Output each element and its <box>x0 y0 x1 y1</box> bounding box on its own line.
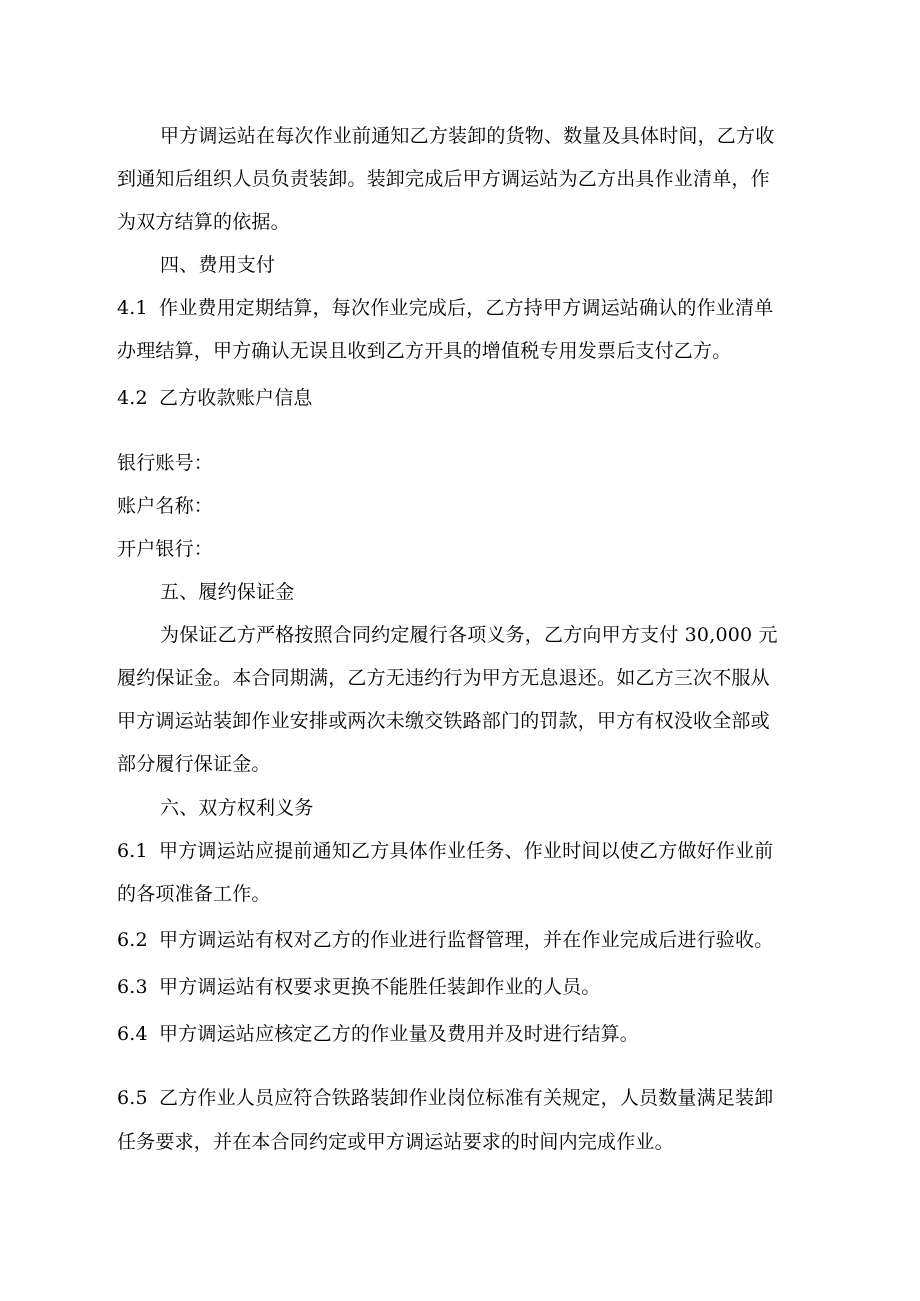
clause-6-4 <box>117 1022 639 1046</box>
section-heading-5: 五、履约保证金 <box>160 581 295 603</box>
paragraph-line: 部分履行保证金。 <box>117 753 271 775</box>
clause-text: 乙方收款账户信息 <box>159 387 313 409</box>
paragraph-line: 的各项准备工作。 <box>117 883 271 905</box>
paragraph-line: 办理结算，甲方确认无误且收到乙方开具的增值税专用发票后支付乙方。 <box>117 340 732 362</box>
clause-6-1 <box>117 839 773 863</box>
clause-number: 4.1 <box>117 297 148 319</box>
account-name-label: 账户名称： <box>117 495 214 517</box>
clause-4-1 <box>117 296 773 320</box>
section-heading-4: 四、费用支付 <box>160 254 276 276</box>
clause-text: 甲方调运站有权要求更换不能胜任装卸作业的人员。 <box>159 976 601 998</box>
clause-number: 4.2 <box>117 387 148 409</box>
clause-6-3 <box>117 975 601 999</box>
paragraph-line: 任务要求，并在本合同约定或甲方调运站要求的时间内完成作业。 <box>117 1131 674 1153</box>
clause-6-5 <box>117 1086 773 1110</box>
section-heading-6: 六、双方权利义务 <box>160 797 314 819</box>
clause-number: 6.2 <box>117 929 148 951</box>
clause-text: 甲方调运站应核定乙方的作业量及费用并及时进行结算。 <box>159 1023 640 1045</box>
paragraph-line: 履约保证金。本合同期满，乙方无违约行为甲方无息退还。如乙方三次不服从 <box>117 667 770 689</box>
clause-number: 6.1 <box>117 840 148 862</box>
bank-account-label: 银行账号： <box>117 452 214 474</box>
clause-6-2 <box>117 928 773 952</box>
clause-number: 6.3 <box>117 976 148 998</box>
clause-text: 甲方调运站有权对乙方的作业进行监督管理，并在作业完成后进行验收。 <box>159 929 774 951</box>
paragraph-line: 为保证乙方严格按照合同约定履行各项义务，乙方向甲方支付 30,000 元 <box>160 624 778 646</box>
opening-bank-label: 开户银行： <box>117 538 214 560</box>
paragraph-line: 为双方结算的依据。 <box>117 211 290 233</box>
paragraph-line: 甲方调运站装卸作业安排或两次未缴交铁路部门的罚款，甲方有权没收全部或 <box>117 710 770 732</box>
clause-text: 甲方调运站应提前通知乙方具体作业任务、作业时间以使乙方做好作业前 <box>159 840 774 862</box>
clause-text: 作业费用定期结算，每次作业完成后，乙方持甲方调运站确认的作业清单 <box>159 297 774 319</box>
paragraph-line: 到通知后组织人员负责装卸。装卸完成后甲方调运站为乙方出具作业清单，作 <box>117 168 770 190</box>
clause-number: 6.4 <box>117 1023 148 1045</box>
paragraph-line: 甲方调运站在每次作业前通知乙方装卸的货物、数量及具体时间，乙方收 <box>160 125 775 147</box>
clause-4-2 <box>117 386 313 410</box>
clause-number: 6.5 <box>117 1087 148 1109</box>
clause-text: 乙方作业人员应符合铁路装卸作业岗位标准有关规定，人员数量满足装卸 <box>159 1087 774 1109</box>
